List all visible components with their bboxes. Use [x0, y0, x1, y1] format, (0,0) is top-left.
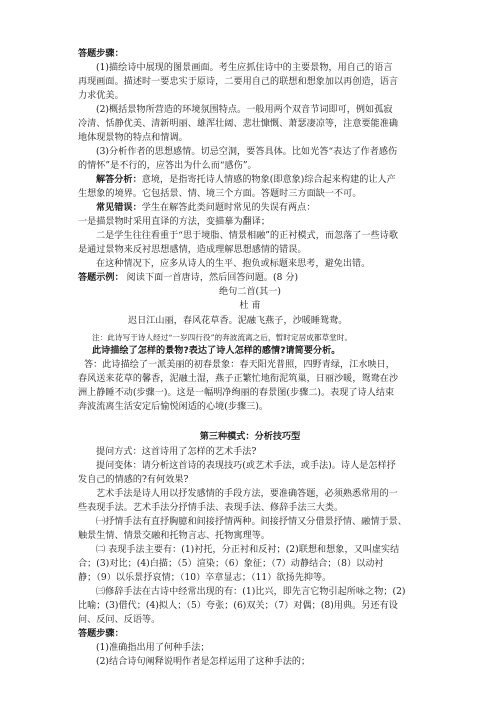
- text-line-label: 答题示例：: [78, 273, 124, 283]
- text-line: 地体现景物的特点和情调。: [78, 133, 188, 143]
- text-line: 一是描景物时采用直译的方法，变描摹为翻译；: [78, 217, 271, 227]
- text-line: [96, 174, 500, 187]
- text-line: 静；（9）以乐景抒哀情；（10）卒章显志；（11）欲扬先抑等。: [78, 573, 332, 583]
- text-line: [78, 272, 500, 285]
- text-line: 问、反问、反语等。: [78, 615, 161, 625]
- text-line: 的情怀”是不行的，应答出为什么而“感伤”。: [78, 161, 257, 171]
- text-line-body: 阅读下面一首唐诗，然后回答问题。(8 分): [123, 273, 299, 283]
- text-line: ㈠抒情手法有直抒胸臆和间接抒情两种。间接抒情又分借景抒情、融情于景、: [96, 517, 407, 527]
- text-line: (2)结合诗句阐释说明作者是怎样运用了这种手法的；: [96, 657, 311, 667]
- text-line: 冷清、恬静优美、清新明丽、雄浑壮阔、悲壮慷慨、萧瑟凄凉等，注意要能准确: [78, 119, 399, 129]
- text-line: 是通过景物来反衬思想感情，造成理解思想感情的错误。: [78, 245, 307, 255]
- text-line: (2)概括景物所营造的环境氛围特点。一般用两个双音节词即可，例如孤寂: [96, 105, 393, 115]
- text-line: 提问方式：这首诗用了怎样的艺术手法?: [96, 447, 257, 457]
- text-line: 艺术手法是诗人用以抒发感情的手段方法，要准确答题，必须熟悉常用的一: [96, 489, 398, 499]
- text-line: 答题步骤：: [78, 629, 124, 639]
- text-line-label: 常见错误：: [96, 203, 142, 213]
- text-line: 迟日江山丽，春风花草香。泥融飞燕子，沙暖睡鸳鸯。: [128, 316, 348, 326]
- text-line-body: 学生在解答此类问题时常见的失误有两点：: [141, 203, 316, 213]
- text-line: (3)分析作者的思想感情。切忌空洞，要答具体。比如光答“表达了作者感伤: [96, 147, 398, 157]
- text-line: 奔波流离生活安定后愉悦闲适的心境(步骤三)。: [78, 402, 269, 412]
- text-line: (1)准确指出用了何种手法；: [96, 643, 210, 653]
- text-line: 在这种情况下，应多从诗人的生平、抱负或标题来思考，避免出错。: [96, 259, 371, 269]
- text-line-body: 意境，是指寄托诗人情感的物象(即意象)综合起来构建的让人产: [141, 175, 396, 185]
- text-line: 力求优美。: [78, 91, 124, 101]
- text-line: 此诗描绘了怎样的景物?表达了诗人怎样的感情?请简要分析。: [92, 346, 341, 356]
- text-line: 答：此诗描绘了一派美丽的初春景象：春天阳光普照，四野青绿，江水映日，: [84, 360, 395, 370]
- text-line-label: 解答分析：: [96, 175, 142, 185]
- text-line: 发自己的情感的?有何效果?: [78, 475, 189, 485]
- text-line: 洲上静睡不动(步骤一)。这是一幅明净绚丽的春景图(步骤二)。表现了诗人结束: [78, 388, 395, 398]
- text-line: ㈡ 表现手法主要有：(1)衬托，分正衬和反衬；(2)联想和想象，又叫虚实结: [96, 545, 400, 555]
- text-line: 合；(3)对比；(4)白描；（5）渲染；（6）象征；（7）动静结合；（8）以动衬: [78, 559, 384, 569]
- text-line: 春风送来花草的馨香，泥融土湿，燕子正繁忙地衔泥筑巢，日丽沙暖，鸳鸯在沙: [78, 374, 399, 384]
- text-line: 再现画面。描述时一要忠实于原诗，二要用自己的联想和想象加以再创造，语言: [78, 77, 399, 87]
- text-line: 二是学生往往看重于“思于境脂、情景相融”的正衬模式，而忽落了一些诗歌: [96, 231, 398, 241]
- text-line: 比喻；(3)借代；(4)拟人；（5）夸张；(6)双关；（7）对偶；(8)用典。另还有设: [78, 601, 398, 611]
- text-line: (1)描绘诗中展现的图景画面。考生应抓住诗中的主要景物，用自己的语言: [96, 63, 393, 73]
- text-line: ㈢修辞手法在古诗中经常出现的有：(1)比兴，即先言它物引起所咏之物；(2): [96, 587, 406, 597]
- text-line: 第三种模式：分析技巧型: [199, 432, 301, 442]
- text-line: 注：此诗写于诗人经过“一岁四行役”的奔波流离之后，暂时定居成都草堂时。: [92, 333, 353, 342]
- text-line: 触景生情、情景交融和托物言志、托物寓理等。: [78, 531, 271, 541]
- text-line: 答题步骤：: [78, 49, 124, 59]
- text-line: 生想象的境界。它包括景、情、境三个方面。答题时三方面缺一不可。: [78, 189, 362, 199]
- text-line: 绝句二首(其一): [218, 287, 282, 297]
- text-line: 提问变体：请分析这首诗的表现技巧(或艺术手法，或手法)。诗人是怎样抒: [96, 461, 396, 471]
- text-line: 杜 甫: [239, 301, 261, 311]
- text-line: 些表现手法。艺术手法分抒情手法、表现手法、修辞手法三大类。: [78, 503, 344, 513]
- text-line: [96, 202, 500, 215]
